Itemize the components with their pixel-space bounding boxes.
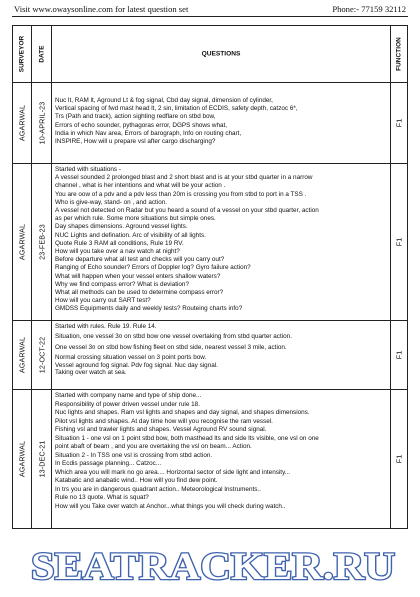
question-line: Situation, one vessel 3¤ on stbd bow one vessel overtaking from stbd quarter action. (55, 333, 292, 341)
function-cell (391, 321, 407, 389)
table-header-row (13, 26, 407, 83)
website-text: Visit www.owaysonline.com for latest question set (14, 4, 189, 14)
table-row (13, 83, 407, 164)
function-header: FUNCTION (395, 37, 403, 71)
question-line: Before departure what all test and checks will you carry out? (55, 256, 225, 264)
question-line: Day shapes dimensions. Aground vessel lights. (55, 223, 188, 231)
surveyor-name: AGARWAL (17, 336, 27, 374)
question-line: Vertical spacing of fwd mast head lt, 2 sin, limitation of ECDIS, safety depth, catzoc 6*, (55, 105, 298, 113)
question-line: NUC Lights and defination. Arc of visibility of all lights. (55, 231, 206, 239)
function-code: F1 (394, 237, 404, 247)
question-line: Which area you will mark no go area.... Horizontal sector of side light and intensity... (55, 468, 291, 476)
phone-text: Phone:- 77159 32112 (332, 4, 406, 14)
header-rule (12, 16, 408, 17)
question-line: Responsibility of power driven vessel under rule 18. (55, 400, 200, 408)
date-cell (32, 390, 52, 528)
date-cell (32, 83, 52, 163)
question-line: India in which Nav area, Errors of barograph, Info on routing chart, (55, 129, 242, 137)
table-row (13, 321, 407, 390)
question-line: channel , what is her intentions and what will be your action . (55, 182, 226, 190)
question-line: A vessel sounded 2 prolonged blast and 2 short blast and is at your stbd quarter in a narrow (55, 174, 313, 182)
question-line: Started with situations - (55, 166, 121, 173)
header-cell-date (32, 26, 52, 82)
question-line: Errors of echo sounder, pythagoras error, DGPS shows what, (55, 121, 228, 129)
surveyor-name: AGARWAL (17, 104, 27, 142)
function-code: F1 (394, 350, 404, 360)
question-line: Vessel aground fog signal. Pdv fog signal. Nuc day signal. (55, 361, 218, 369)
surveyor-header: SURVEYOR (18, 35, 26, 73)
questions-cell (52, 164, 391, 320)
surveyor-name: AGARWAL (17, 223, 27, 261)
function-code: F1 (394, 118, 404, 128)
question-line: Ranging of Echo sounder? Errors of Doppler log? Gyro failure action? (55, 264, 251, 272)
question-line: What will happen when your vessel enters shallow waters? (55, 272, 221, 280)
question-line: as per which rule. Some more situations but simple ones. (55, 215, 216, 223)
question-line: Trs (Path and track), action sighting redflare on stbd bow, (55, 113, 216, 121)
function-code: F1 (394, 454, 404, 464)
question-line: A vessel not detected on Radar but you heard a sound of a vessel on your stbd quarter, action (55, 207, 319, 215)
questions-header: QUESTIONS (201, 50, 241, 58)
question-line: point abaft of beam , and you are overtaking the vsl on beam... Action. (55, 443, 252, 450)
question-line: Pilot vsl lights and shapes. At day time how will you recognise the ram vessel. (55, 417, 273, 425)
question-line: Katabatic and anabatic wind.. How will you find dew point. (55, 477, 218, 484)
table-row (13, 164, 407, 321)
question-line: Rule no 13 quote. What is squat? (55, 494, 149, 501)
date-header: DATE (38, 45, 45, 63)
exam-date: 23-FEB-23 (37, 224, 46, 260)
watermark-text: SEATRACKER.RU (31, 545, 395, 585)
header-cell-questions (52, 26, 391, 82)
question-line: In trs you are in dangerous quadrant action.. Meteorological Instruments.. (55, 485, 261, 493)
question-line: In Ecdis passage planning... Catzoc... (55, 460, 162, 467)
header-cell-function (391, 26, 407, 82)
function-cell (391, 390, 407, 528)
question-line: Nuc lt, RAM lt, Aground Lt & fog signal, Cbd day signal, dimension of cylinder, (55, 97, 273, 104)
question-line: How will you take over a nav watch at night? (55, 248, 180, 256)
questions-table (12, 25, 408, 529)
question-line: Taking over watch at sea. (55, 369, 127, 377)
question-line: GMDSS Equipments daily and weekly tests? Routeing charts info? (55, 305, 243, 313)
header-cell-surveyor (13, 26, 32, 82)
question-line: Started with company name and type of ship done... (55, 392, 202, 399)
exam-date: 12-OCT-22 (37, 336, 46, 374)
question-line: Why we find compass error? What is deviation? (55, 280, 189, 288)
question-line: Fishing vsl and trawler lights and shapes. Vessel Aground RV sound signal. (55, 426, 267, 433)
question-line: What all methods can be used to determine compass error? (55, 289, 224, 297)
date-cell (32, 321, 52, 389)
question-line: Started with rules. Rule 19. Rule 14. (55, 323, 157, 330)
questions-cell (52, 321, 391, 389)
surveyor-cell (13, 164, 32, 320)
function-cell (391, 164, 407, 320)
question-line: INSPIRE, How will u prepare vsl after cargo discharging? (55, 138, 216, 146)
surveyor-cell (13, 390, 32, 528)
question-line: How will you carry out SART test? (55, 297, 151, 305)
exam-date: 13-DEC-21 (37, 440, 46, 478)
function-cell (391, 83, 407, 163)
question-line: Situation 1 - one vsl on 1 point stbd bow, both masthead lts and side lts visible, one vsl on one (55, 434, 319, 442)
question-line: Quote Rule 3 RAM all conditions, Rule 19 RV. (55, 239, 184, 247)
date-cell (32, 164, 52, 320)
seatracker-watermark-logo (28, 545, 398, 585)
surveyor-cell (13, 83, 32, 163)
question-line: How will you Take over watch at Anchor...what things you will check during watch.. (55, 502, 286, 510)
question-line: Situation 2 - In TSS one vsl is crossing from stbd action. (55, 451, 213, 459)
surveyor-name: AGARWAL (17, 440, 27, 478)
question-line: Who is give-way, stand- on , and action. (55, 198, 168, 206)
table-row (13, 390, 407, 528)
question-line: One vessel 3¤ on stbd bow fishing fleet on stbd side, nearest vessel 3 mile, action. (55, 343, 287, 351)
surveyor-cell (13, 321, 32, 389)
questions-cell (52, 390, 391, 528)
exam-date: 10-APRIL-23 (37, 101, 46, 145)
questions-cell (52, 83, 391, 163)
page-header (12, 3, 408, 15)
question-line: You are oow of a pdv and a pdv less than 20m is crossing you from stbd to port in a TSS . (55, 190, 307, 198)
question-line: Normal crossing situation vessel on 3 point ports bow. (55, 354, 207, 362)
question-line: Nuc lights and shapes. Ram vsl lights and shapes and day signal, and shapes dimensions. (55, 409, 310, 416)
